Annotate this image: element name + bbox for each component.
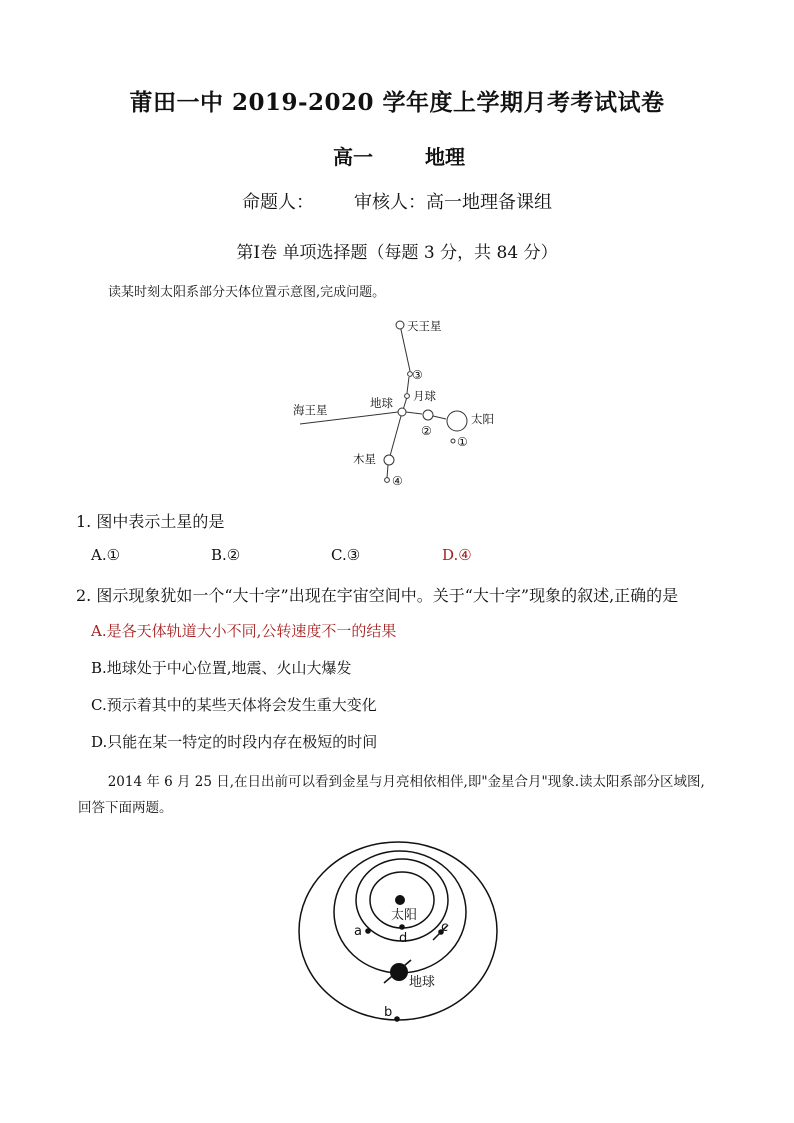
point-d <box>399 924 405 930</box>
point-a <box>365 928 371 934</box>
label-sun: 太阳 <box>391 908 418 923</box>
point-b <box>394 1016 400 1022</box>
grade-subject-line <box>333 141 465 170</box>
exam-title: 莆田一中 2019-2020 学年度上学期月考考试试卷 <box>129 89 665 116</box>
marker-2-dot <box>423 410 433 420</box>
label-uranus: 天王星 <box>407 319 442 333</box>
section-heading: 第Ⅰ卷 单项选择题（每题 3 分，共 84 分） <box>236 243 558 263</box>
q1-option-c[interactable]: C.③ <box>331 546 361 564</box>
label-marker-4: ④ <box>392 474 403 488</box>
marker-1-dot <box>451 439 455 443</box>
grade-label: 高一 <box>333 145 373 169</box>
question-1-stem: 1. 图中表示土星的是 <box>76 512 225 531</box>
question-2-stem: 2. 图示现象犹如一个“大十字”出现在宇宙空间中。关于“大十字”现象的叙述,正确的是 <box>76 586 679 605</box>
line-4 <box>387 465 388 478</box>
author-line <box>0 188 794 214</box>
label-neptune: 海王星 <box>293 403 328 417</box>
label-c: c <box>441 920 449 935</box>
earth-dot <box>398 408 406 416</box>
q2-option-a[interactable]: A.是各天体轨道大小不同,公转速度不一的结果 <box>91 622 397 640</box>
marker-4-dot <box>385 478 390 483</box>
label-a: a <box>354 924 362 939</box>
label-moon: 月球 <box>413 389 436 403</box>
intro-text-1: 读某时刻太阳系部分天体位置示意图,完成问题。 <box>108 285 386 300</box>
label-marker-1: ① <box>457 435 468 449</box>
moon-dot <box>405 394 410 399</box>
line-sun-2 <box>433 416 446 419</box>
label-earth: 地球 <box>370 396 393 410</box>
reviewer-label: 审核人：高一地理备课组 <box>354 192 552 213</box>
orbit-diagram-figure <box>290 838 510 1028</box>
line-jupiter <box>390 416 401 456</box>
jupiter-dot <box>384 455 394 465</box>
author-label: 命题人： <box>242 192 314 213</box>
solar-system-cross-figure <box>280 310 520 495</box>
intro-text-2: 2014 年 6 月 25 日,在日出前可以看到金星与月亮相依相伴,即"金星合月"现象.读太阳系部分区域图,回答下面两题。 <box>78 774 705 816</box>
orbit-outer <box>299 842 497 1020</box>
uranus-dot <box>396 321 404 329</box>
line-sun <box>406 412 422 414</box>
label-marker-2: ② <box>421 424 432 438</box>
line-3-moon <box>407 377 409 393</box>
label-marker-3: ③ <box>412 368 423 382</box>
q2-option-b[interactable]: B.地球处于中心位置,地震、火山大爆发 <box>91 659 352 677</box>
q1-option-d[interactable]: D.④ <box>442 546 472 564</box>
q2-option-d[interactable]: D.只能在某一特定的时段内存在极短的时间 <box>91 733 378 751</box>
sun-dot <box>395 895 405 905</box>
q1-option-a[interactable]: A.① <box>91 546 121 564</box>
sun-dot <box>447 411 467 431</box>
label-sun: 太阳 <box>471 412 494 426</box>
q2-option-c[interactable]: C.预示着其中的某些天体将会发生重大变化 <box>91 696 377 714</box>
label-jupiter: 木星 <box>353 452 376 466</box>
label-earth: 地球 <box>409 975 436 990</box>
q1-option-b[interactable]: B.② <box>211 546 241 564</box>
earth-dot <box>390 963 408 981</box>
label-d: d <box>399 931 408 946</box>
label-b: b <box>384 1005 393 1020</box>
subject-label: 地理 <box>425 145 465 169</box>
